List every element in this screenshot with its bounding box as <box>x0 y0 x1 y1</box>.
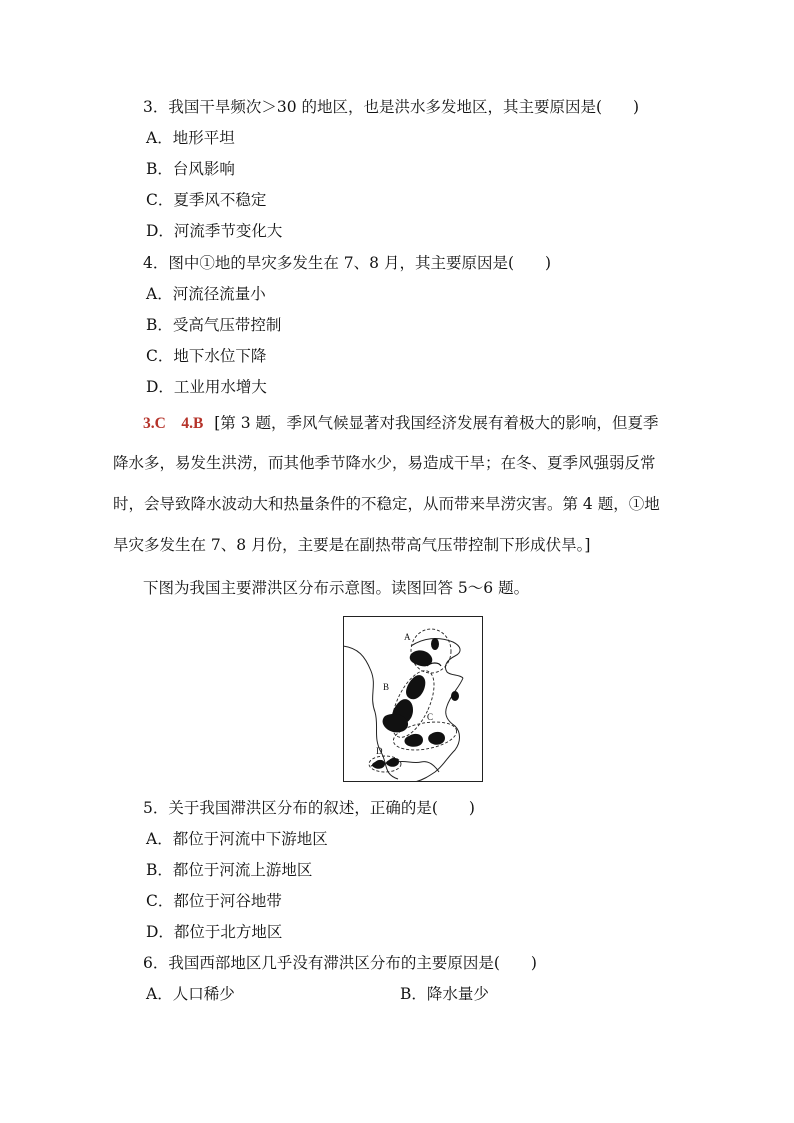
answer-line-2: 降水多，易发生洪涝，而其他季节降水少，易造成干旱；在冬、夏季风强弱反常 <box>113 454 656 472</box>
question-3-option-d: D．河流季节变化大 <box>146 222 283 240</box>
map-label-b: B <box>383 682 390 692</box>
question-3-option-a: A．地形平坦 <box>146 129 235 147</box>
question-6-option-a: A．人口稀少 <box>146 985 235 1003</box>
question-5-option-a: A．都位于河流中下游地区 <box>146 830 328 848</box>
flood-detention-map <box>343 616 483 782</box>
answer-text-1: [第 3 题，季风气候显著对我国经济发展有着极大的影响，但夏季 <box>214 414 659 432</box>
question-3-option-b: B．台风影响 <box>146 160 235 178</box>
question-4-option-b: B．受高气压带控制 <box>146 316 282 334</box>
answer-line-1 <box>143 413 659 434</box>
answer-key: 3.C 4.B <box>143 415 204 432</box>
question-4-stem: 4．图中①地的旱灾多发生在 7、8 月，其主要原因是( ) <box>143 254 552 272</box>
question-5-option-c: C．都位于河谷地带 <box>146 892 282 910</box>
answer-line-3: 时，会导致降水波动大和热量条件的不稳定，从而带来旱涝灾害。第 4 题，①地 <box>113 495 660 513</box>
question-3-stem: 3．我国干旱频次＞30 的地区，也是洪水多发地区，其主要原因是( ) <box>143 98 640 116</box>
question-4-option-c: C．地下水位下降 <box>146 347 267 365</box>
question-5-option-b: B．都位于河流上游地区 <box>146 861 313 879</box>
region-a-blob-small <box>431 638 439 650</box>
answer-line-4: 旱灾多发生在 7、8 月份，主要是在副热带高气压带控制下形成伏旱。] <box>113 536 591 554</box>
region-east-blob <box>451 691 459 701</box>
question-4-option-d: D．工业用水增大 <box>146 378 267 396</box>
map-label-a: A <box>404 632 411 642</box>
question-3-option-c: C．夏季风不稳定 <box>146 191 267 209</box>
question-5-stem: 5．关于我国滞洪区分布的叙述，正确的是( ) <box>143 799 475 817</box>
map-label-d: D <box>376 746 383 756</box>
map-intro-text: 下图为我国主要滞洪区分布示意图。读图回答 5～6 题。 <box>143 579 530 597</box>
question-6-stem: 6．我国西部地区几乎没有滞洪区分布的主要原因是( ) <box>143 954 537 972</box>
question-4-option-a: A．河流径流量小 <box>146 285 266 303</box>
map-label-c: C <box>427 712 434 722</box>
question-6-option-b: B．降水量少 <box>400 985 489 1003</box>
question-5-option-d: D．都位于北方地区 <box>146 923 283 941</box>
